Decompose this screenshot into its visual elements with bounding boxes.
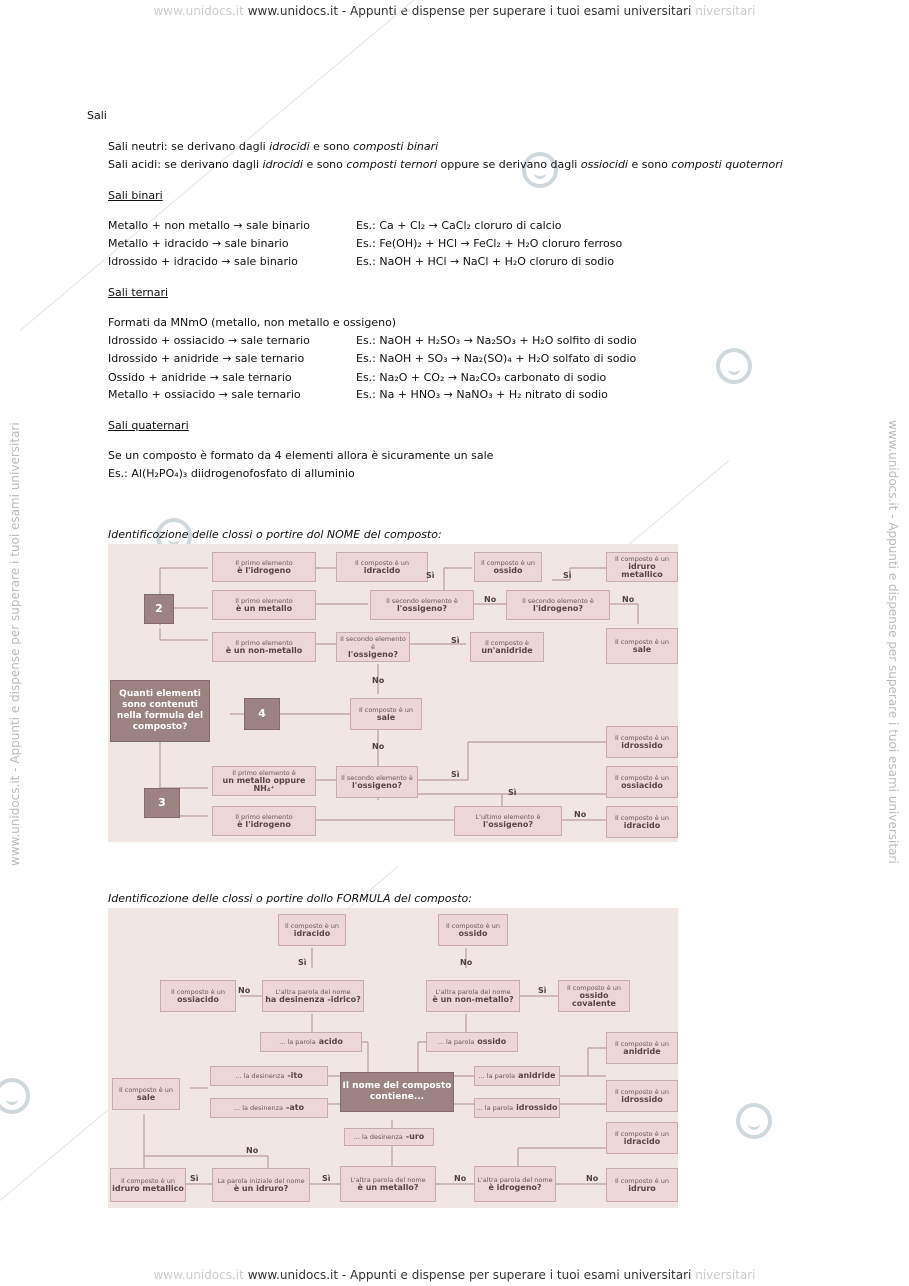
binari-rule: Idrossido + idracido → sale binario (108, 255, 298, 268)
box-ossido: Il composto è un ossido (474, 552, 542, 582)
box-secondo-idrogeno: Il secondo elemento è l'idrogeno? (506, 590, 610, 620)
binari-example: Es.: Ca + Cl₂ → CaCl₂ cloruro di calcio (356, 219, 562, 232)
box-f2-parola-ossido: ... la parola ossido (426, 1032, 518, 1052)
label-no: No (246, 1146, 259, 1155)
box-num-2: 2 (144, 594, 174, 624)
label-si: Sì (538, 986, 547, 995)
box-f2-parola-idrossido: ... la parola idrossido (474, 1098, 560, 1118)
box-f2-desinenza-ito: ... la desinenza -ito (210, 1066, 328, 1086)
banner-text: www.unidocs.it - Appunti e dispense per superare i tuoi esami universitari (247, 4, 692, 18)
flowchart-formula (108, 908, 678, 1208)
binari-example: Es.: NaOH + HCl → NaCl + H₂O cloruro di sodio (356, 255, 615, 268)
bottom-banner (0, 1268, 909, 1282)
top-banner (0, 4, 909, 18)
box-ultimo-ossigeno: L'ultimo elemento è l'ossigeno? (454, 806, 562, 836)
figure2-caption: Identificozione delle clossi o portire dollo FORMULA del composto: (108, 892, 472, 905)
ternari-intro: Formati da MNmO (metallo, non metallo e ossigeno) (108, 316, 397, 329)
label-no: No (372, 742, 385, 751)
box-f2-nome-contiene: Il nome del composto contiene... (340, 1072, 454, 1112)
label-si: Sì (322, 1174, 331, 1183)
label-si: Sì (298, 958, 307, 967)
box-primo-metallo: Il primo elemento è un metallo (212, 590, 316, 620)
quaternari-line: Se un composto è formato da 4 elementi allora è sicuramente un sale (108, 449, 494, 462)
ghost-right: niversitari (695, 4, 756, 18)
sali-neutri-line: Sali neutri: se derivano dagli idrocidi e sono composti binari (108, 140, 439, 153)
left-side-watermark: www.unidocs.it - Appunti e dispense per superare i tuoi esami universitari (8, 422, 22, 866)
page-title: Sali (87, 109, 107, 122)
box-f2-non-metallo: L'altra parola del nome è un non-metallo? (426, 980, 520, 1012)
ternari-example: Es.: NaOH + SO₃ → Na₂(SO)₄ + H₂O solfato di sodio (356, 352, 637, 365)
label-no: No (238, 986, 251, 995)
box-f2-idracido: Il composto è un idracido (278, 914, 346, 946)
binari-rule: Metallo + idracido → sale binario (108, 237, 289, 250)
box-f2-iniziale-idruro: La parola iniziale del nome è un idruro? (212, 1168, 310, 1202)
ternari-example: Es.: Na + HNO₃ → NaNO₃ + H₂ nitrato di sodio (356, 388, 608, 401)
box-primo-idrogeno: Il primo elemento è l'idrogeno (212, 552, 316, 582)
box-f2-metallo: L'altra parola del nome è un metallo? (340, 1166, 436, 1202)
box-f2-ossiacido: Il composto è un ossiacido (160, 980, 236, 1012)
flowchart-nome (108, 544, 678, 842)
box-idracido: Il composto è un idracido (336, 552, 428, 582)
label-si: Sì (451, 770, 460, 779)
box-f2-parola-anidride: ... la parola anidride (474, 1066, 560, 1086)
box-f2-anidride: Il composto è un anidride (606, 1032, 678, 1064)
label-no: No (460, 958, 473, 967)
unidocs-logo-icon (716, 348, 752, 384)
ghost-left-bottom: www.unidocs.it (153, 1268, 244, 1282)
binari-example: Es.: Fe(OH)₂ + HCl → FeCl₂ + H₂O cloruro ferroso (356, 237, 623, 250)
box-f2-idracido-2: Il composto è un idracido (606, 1122, 678, 1154)
box-f2-sale: Il composto è un sale (112, 1078, 180, 1110)
banner-text-bottom: www.unidocs.it - Appunti e dispense per superare i tuoi esami universitari (247, 1268, 692, 1282)
box-f2-idrogeno: L'altra parola del nome è idrogeno? (474, 1166, 556, 1202)
ghost-right-bottom: niversitari (695, 1268, 756, 1282)
binari-rule: Metallo + non metallo → sale binario (108, 219, 310, 232)
box-f2-desinenza-ato: ... la desinenza -ato (210, 1098, 328, 1118)
label-no: No (586, 1174, 599, 1183)
box-primo-metallo-nh4: Il primo elemento è un metallo oppure NH₄⁺ (212, 766, 316, 796)
ternari-example: Es.: NaOH + H₂SO₃ → Na₂SO₃ + H₂O solfito di sodio (356, 334, 637, 347)
label-si: Sì (190, 1174, 199, 1183)
box-anidride: Il composto è un'anidride (470, 632, 544, 662)
box-f2-desinenza-idrico: L'altra parola del nome ha desinenza -idrico? (262, 980, 364, 1012)
box-f2-ossido: Il composto è un ossido (438, 914, 508, 946)
box-sale-2: Il composto è un sale (350, 698, 422, 730)
ternari-rule: Idrossido + anidride → sale ternario (108, 352, 305, 365)
label-no: No (454, 1174, 467, 1183)
box-primo-idrogeno-2: Il primo elemento è l'idrogeno (212, 806, 316, 836)
right-side-watermark: www.unidocs.it - Appunti e dispense per superare i tuoi esami universitari (886, 420, 900, 864)
box-secondo-ossigeno-3: Il secondo elemento è l'ossigeno? (336, 766, 418, 798)
box-f2-idruro: Il composto è un idruro (606, 1168, 678, 1202)
box-num-3: 3 (144, 788, 180, 818)
box-primo-non-metallo: Il primo elemento è un non-metallo (212, 632, 316, 662)
box-sale-1: Il composto è un sale (606, 628, 678, 664)
box-idruro-metallico: Il composto è un idruro metallico (606, 552, 678, 582)
sali-quaternari-heading: Sali quaternari (108, 419, 189, 432)
box-secondo-ossigeno: Il secondo elemento è l'ossigeno? (370, 590, 474, 620)
ternari-example: Es.: Na₂O + CO₂ → Na₂CO₃ carbonato di sodio (356, 371, 607, 384)
label-no: No (484, 595, 497, 604)
quaternari-example: Es.: Al(H₂PO₄)₃ diidrogenofosfato di alluminio (108, 467, 355, 480)
box-secondo-ossigeno-2: Il secondo elemento è l'ossigeno? (336, 632, 410, 662)
ternari-rule: Idrossido + ossiacido → sale ternario (108, 334, 310, 347)
ternari-rule: Ossido + anidride → sale ternario (108, 371, 292, 384)
box-f2-parola-acido: ... la parola acido (260, 1032, 362, 1052)
label-no: No (372, 676, 385, 685)
box-ossiacido: Il composto è un ossiacido (606, 766, 678, 798)
box-f2-desinenza-uro: ... la desinenza -uro (344, 1128, 434, 1146)
ghost-left: www.unidocs.it (153, 4, 244, 18)
box-f2-ossido-covalente: Il composto è un ossido covalente (558, 980, 630, 1012)
box-f2-idruro-metallico: Il composto è un idruro metallico (110, 1168, 186, 1202)
sali-binari-heading: Sali binari (108, 189, 163, 202)
box-num-4: 4 (244, 698, 280, 730)
figure1-caption: Identificozione delle clossi o portire dol NOME del composto: (108, 528, 442, 541)
ternari-rule: Metallo + ossiacido → sale ternario (108, 388, 301, 401)
unidocs-logo-icon (736, 1103, 772, 1139)
box-f2-idrossido: Il composto è un idrossido (606, 1080, 678, 1112)
flowchart-connectors-2 (108, 908, 678, 1208)
box-idracido-2: Il composto è un idracido (606, 806, 678, 838)
box-quanti-elementi: Quanti elementi sono contenuti nella formula del composto? (110, 680, 210, 742)
box-idrossido: Il composto è un idrossido (606, 726, 678, 758)
label-si: Sì (508, 788, 517, 797)
label-no: No (622, 595, 635, 604)
label-si: Sì (451, 636, 460, 645)
label-si: Sì (563, 571, 572, 580)
sali-ternari-heading: Sali ternari (108, 286, 169, 299)
unidocs-logo-icon (0, 1078, 30, 1114)
label-no: No (574, 810, 587, 819)
label-si: Sì (426, 571, 435, 580)
sali-acidi-line: Sali acidi: se derivano dagli idrocidi e sono composti ternori oppure se derivano dagli ossiocidi e sono composti quoternori (108, 158, 783, 171)
